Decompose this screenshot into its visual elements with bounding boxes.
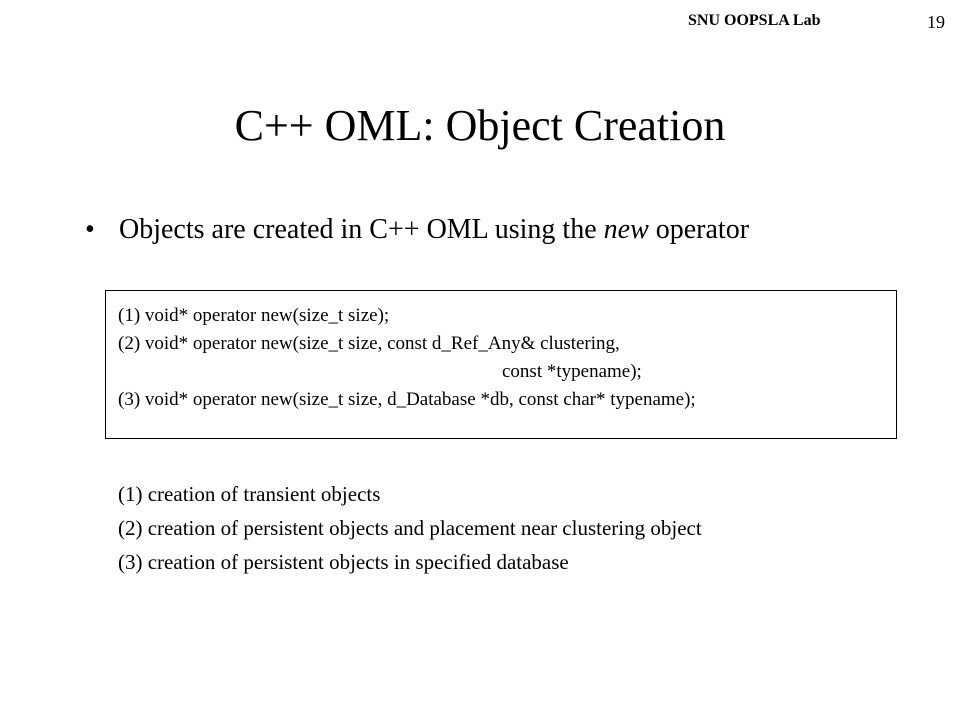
code-line: (1) void* operator new(size_t size); <box>118 305 390 326</box>
code-line: const *typename); <box>502 361 642 382</box>
slide-title: C++ OML: Object Creation <box>234 101 726 150</box>
code-line: (2) void* operator new(size_t size, const d_Ref_Any& clustering, <box>118 333 620 354</box>
description-item: (2) creation of persistent objects and placement near clustering object <box>118 516 702 540</box>
bullet-text-emphasis: new <box>603 214 649 245</box>
header-lab-name: SNU OOPSLA Lab <box>688 12 821 29</box>
bullet-item <box>85 214 749 246</box>
page-number: 19 <box>927 12 945 32</box>
bullet-text-after: operator <box>648 214 750 245</box>
bullet-text-before: Objects are created in C++ OML using the <box>119 214 604 245</box>
code-box <box>105 290 897 439</box>
code-line: (3) void* operator new(size_t size, d_Database *db, const char* typename); <box>118 389 696 410</box>
description-item: (1) creation of transient objects <box>118 482 381 506</box>
bullet-symbol: • <box>85 214 95 245</box>
description-item: (3) creation of persistent objects in specified database <box>118 550 569 574</box>
